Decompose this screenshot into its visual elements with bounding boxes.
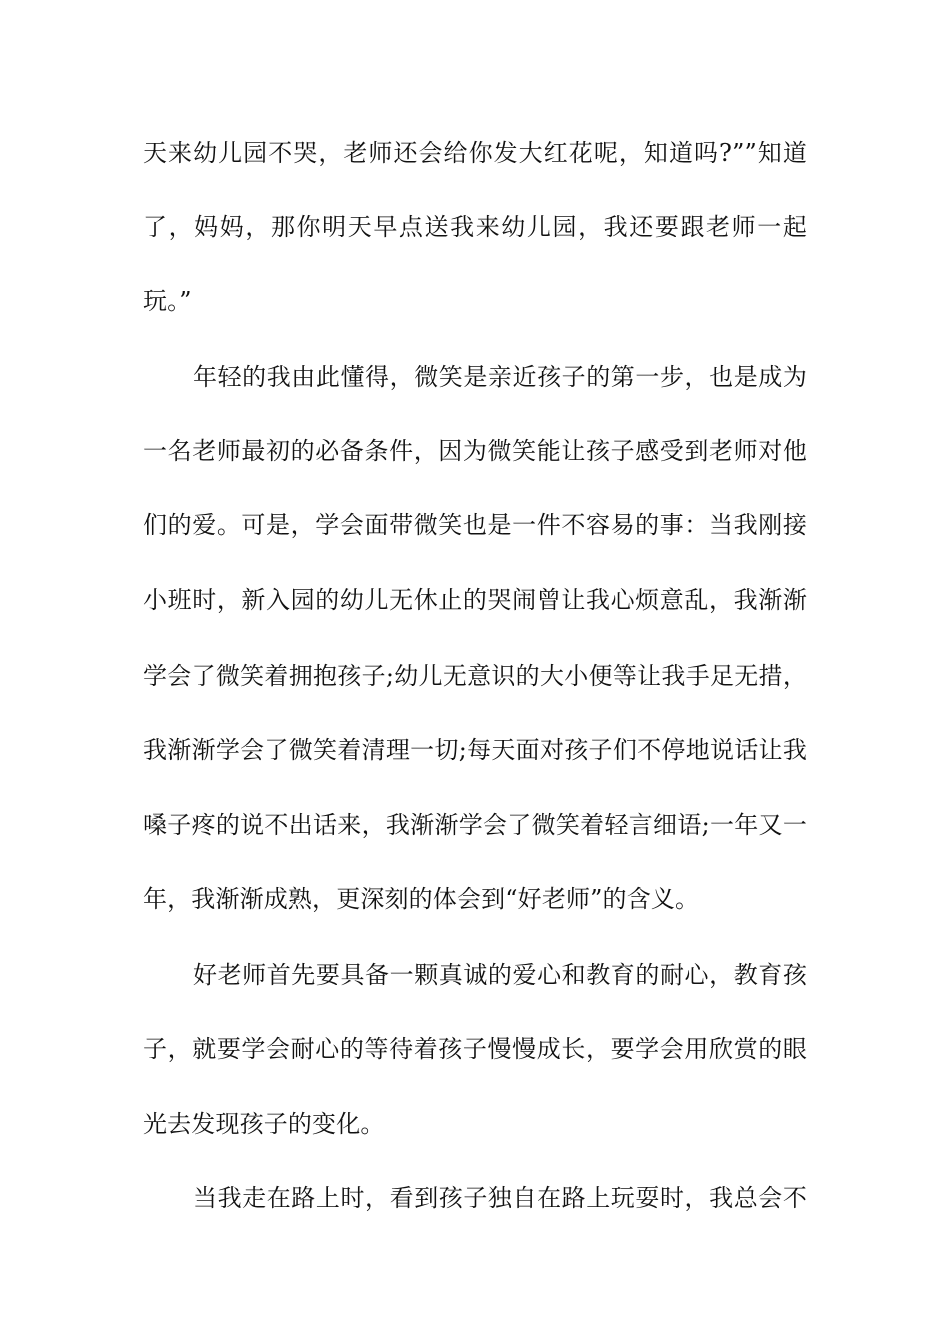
text-line: 子，就要学会耐心的等待着孩子慢慢成长，要学会用欣赏的眼 bbox=[143, 1035, 807, 1063]
text-line: 们的爱。可是，学会面带微笑也是一件不容易的事：当我刚接 bbox=[143, 511, 807, 539]
text-line: 一名老师最初的必备条件，因为微笑能让孩子感受到老师对他 bbox=[143, 437, 807, 465]
paragraph-first-line: 当我走在路上时，看到孩子独自在路上玩耍时，我总会不 bbox=[193, 1184, 807, 1212]
text-line: 天来幼儿园不哭，老师还会给你发大红花呢，知道吗?””知道 bbox=[143, 139, 807, 167]
text-line: 小班时，新入园的幼儿无休止的哭闹曾让我心烦意乱，我渐渐 bbox=[143, 586, 807, 614]
paragraph-first-line: 好老师首先要具备一颗真诚的爱心和教育的耐心，教育孩 bbox=[193, 961, 807, 989]
text-line: 光去发现孩子的变化。 bbox=[143, 1110, 385, 1138]
paragraph-first-line: 年轻的我由此懂得，微笑是亲近孩子的第一步，也是成为 bbox=[193, 363, 807, 391]
text-line: 嗓子疼的说不出话来，我渐渐学会了微笑着轻言细语;一年又一 bbox=[143, 811, 807, 839]
text-line: 年，我渐渐成熟，更深刻的体会到“好老师”的含义。 bbox=[143, 885, 700, 913]
text-line: 玩。” bbox=[143, 287, 192, 315]
text-line: 我渐渐学会了微笑着清理一切;每天面对孩子们不停地说话让我 bbox=[143, 736, 807, 764]
text-line: 了，妈妈，那你明天早点送我来幼儿园，我还要跟老师一起 bbox=[143, 213, 807, 241]
text-line: 学会了微笑着拥抱孩子;幼儿无意识的大小便等让我手足无措， bbox=[143, 662, 807, 690]
